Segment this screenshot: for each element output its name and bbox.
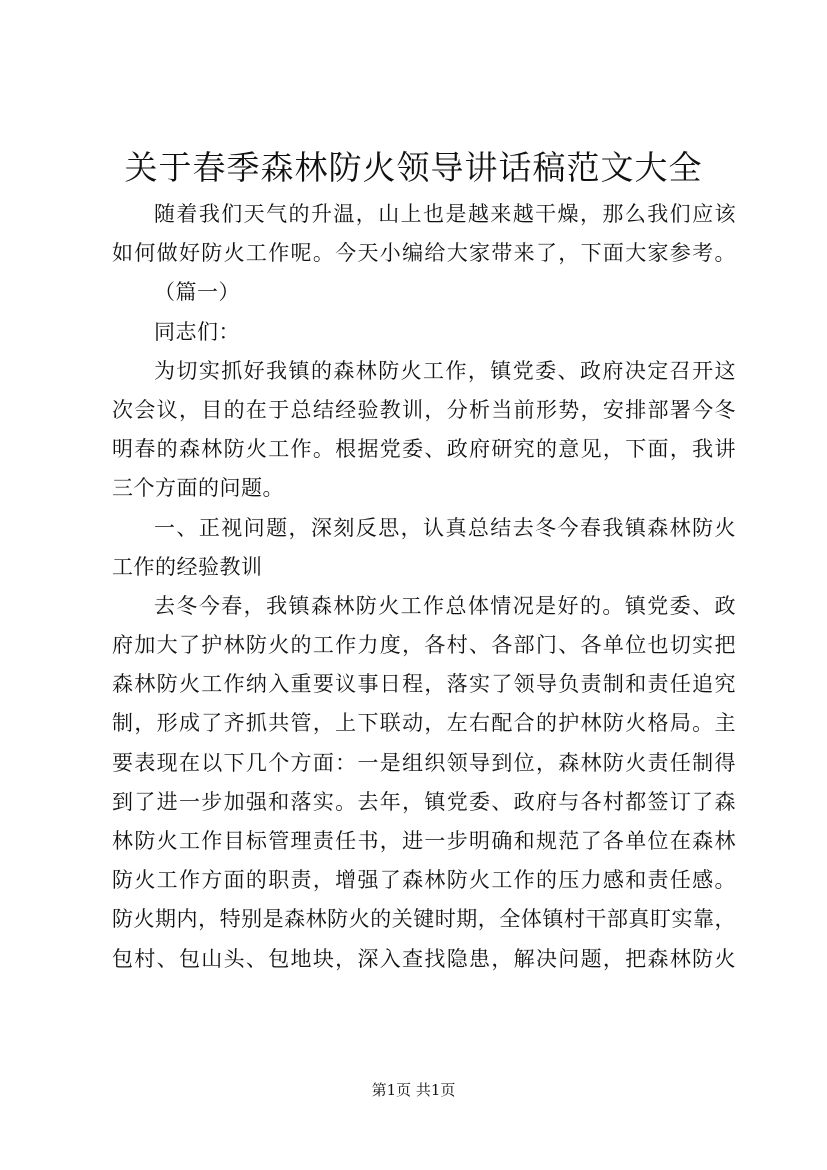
body-line: 防火期内，特别是森林防火的关键时期，全体镇村干部真盯实靠， <box>112 907 736 932</box>
document-title: 关于春季森林防火领导讲话稿范文大全 <box>124 148 703 187</box>
body-line: 制，形成了齐抓共管，上下联动，左右配合的护林防火格局。主 <box>112 711 736 736</box>
body-line: 林防火工作目标管理责任书，进一步明确和规范了各单位在森林 <box>112 829 736 853</box>
page-footer: 第1页 共1页 <box>371 1081 456 1099</box>
body-line: 为切实抓好我镇的森林防火工作，镇党委、政府决定召开这 <box>154 358 736 383</box>
body-line: 随着我们天气的升温，山上也是越来越干燥，那么我们应该 <box>154 202 736 226</box>
body-line: 要表现在以下几个方面：一是组织领导到位，森林防火责任制得 <box>112 750 736 775</box>
body-line: 防火工作方面的职责，增强了森林防火工作的压力感和责任感。 <box>112 868 736 893</box>
section-heading: 一、正视问题，深刻反思，认真总结去冬今春我镇森林防火 <box>154 515 736 540</box>
body-line: 明春的森林防火工作。根据党委、政府研究的意见，下面，我讲 <box>112 437 736 462</box>
salutation: 同志们： <box>154 319 240 344</box>
body-line: 次会议，目的在于总结经验教训，分析当前形势，安排部署今冬 <box>112 397 736 422</box>
body-line: 去冬今春，我镇森林防火工作总体情况是好的。镇党委、政 <box>154 593 736 618</box>
section-heading: 工作的经验教训 <box>112 554 263 579</box>
body-line: 如何做好防火工作呢。今天小编给大家带来了，下面大家参考。 <box>112 241 736 266</box>
body-line: 三个方面的问题。 <box>112 476 284 501</box>
body-line: 森林防火工作纳入重要议事日程，落实了领导负责制和责任追究 <box>112 672 736 697</box>
body-line: 到了进一步加强和落实。去年，镇党委、政府与各村都签订了森 <box>112 789 736 814</box>
document-body <box>112 195 736 979</box>
body-line: 包村、包山头、包地块，深入查找隐患，解决问题，把森林防火 <box>112 946 736 971</box>
section-label: （篇一） <box>154 280 240 305</box>
body-line: 府加大了护林防火的工作力度，各村、各部门、各单位也切实把 <box>112 633 736 658</box>
